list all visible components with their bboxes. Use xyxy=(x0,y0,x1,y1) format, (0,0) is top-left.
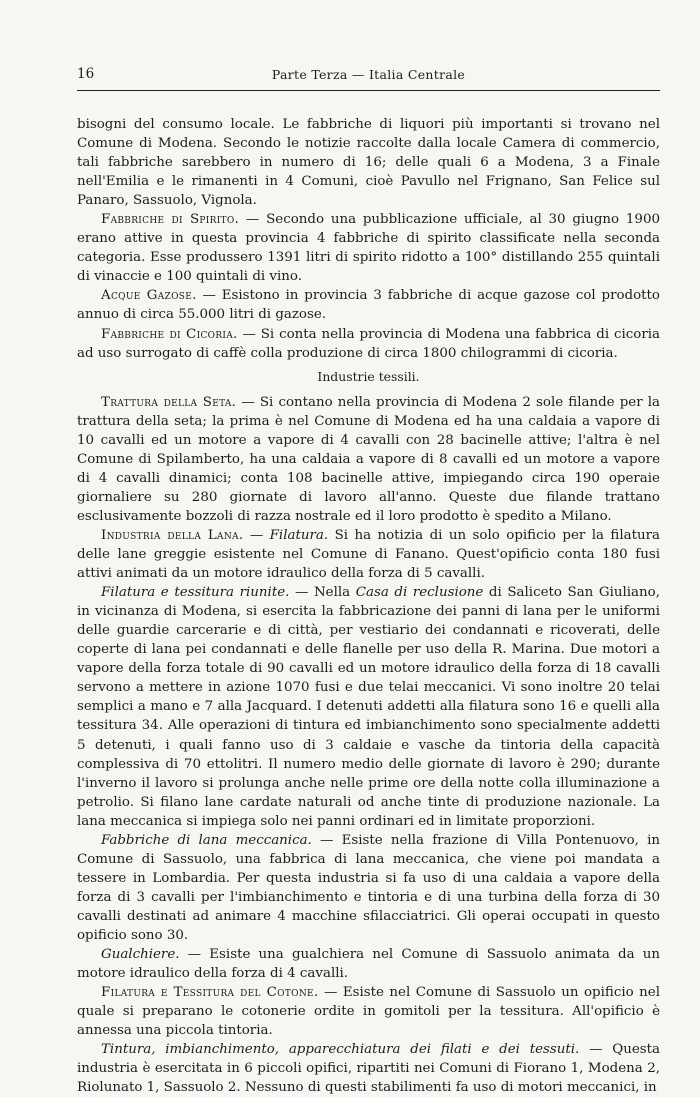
paragraph-text: — Secondo una pubblicazione ufficiale, al 30 giugno 1900 erano attive in questa provincia 4 fabbriche di spirito classificate nella seconda categoria. Esse produssero 1391 litri di spirito ridotto a 100° distillando 255 quintali di vinaccie e 100 quintali di vino. xyxy=(77,212,660,285)
paragraph-liquori xyxy=(77,115,660,210)
paragraph-text: — Nella xyxy=(289,585,356,601)
paragraph-subheading: Filatura e tessitura riunite. xyxy=(101,585,290,601)
paragraph-tintura xyxy=(77,1040,660,1097)
paragraph-heading: Trattura della Seta. xyxy=(101,394,237,410)
page-body xyxy=(77,115,660,1097)
paragraph-subheading: Gualchiere. xyxy=(101,947,180,963)
paragraph-text: — Esiste nel Comune di Sassuolo un opificio nel quale si preparano le cotonerie ordite in gomitoli per la tessitura. All'opificio è annessa una piccola tintoria. xyxy=(77,985,661,1039)
paragraph-heading: Fabbriche di Cicoria. xyxy=(101,326,238,342)
paragraph-gualchiere xyxy=(77,945,660,983)
paragraph-heading: Filatura e Tessitura del Cotone. xyxy=(101,985,319,1001)
paragraph-text: — Esiste una gualchiera nel Comune di Sassuolo animata da un motore idraulico della forza di 4 cavalli. xyxy=(77,947,660,982)
paragraph-text: — Esistono in provincia 3 fabbriche di acque gazose col prodotto annuo di circa 55.000 litri di gazose. xyxy=(77,288,660,323)
paragraph-emphasis: Casa di reclusione xyxy=(355,585,484,601)
paragraph-text: di Saliceto San Giuliano, in vicinanza di Modena, si esercita la fabbricazione dei panni di lana per le uniformi delle guardie carcerarie e di città, per vestiario dei condannati e ricoverati, delle coperte di lana pei condannati e delle flanelle per uso della R. Marina. Due motori a vapore della forza totale di 90 cavalli ed un motore idraulico della forza di 18 cavalli servono a mettere in azione 1070 fusi e due telai meccanici. Vi sono inoltre 20 telai semplici a mano e 7 alla Jacquard. I detenuti addetti alla filatura sono 16 e quelli alla tessitura 34. Alle operazioni di tintura ed imbianchimento sono specialmente addetti 5 detenuti, i quali fanno uso di 3 caldaie e vasche da tintoria della capacità complessiva di 70 ettolitri. Il numero medio delle giornate di lavoro è 290; durante l'inverno il lavoro si prolunga anche nelle prime ore della notte colla illuminazione a petrolio. Si filano lane cardate naturali od anche tinte di produzione nazionale. La lana meccanica si impiega solo nei panni ordinari ed in limitate proporzioni. xyxy=(77,585,660,829)
paragraph-heading: Acque Gazose. xyxy=(101,288,197,304)
paragraph-subheading: Fabbriche di lana meccanica. xyxy=(101,832,312,848)
paragraph-seta xyxy=(77,393,660,526)
paragraph-text: bisogni del consumo locale. Le fabbriche di liquori più importanti si trovano nel Comune di Modena. Secondo le notizie raccolte dalla locale Camera di commercio, tali fabbriche sarebbero in numero di 16; delle quali 6 a Modena, 3 a Finale nell'Emilia e le rimanenti in 4 Comuni, cioè Pavullo nel Frignano, San Felice sul Panaro, Sassuolo, Vignola. xyxy=(77,117,660,209)
running-title: Parte Terza — Italia Centrale xyxy=(271,67,466,82)
paragraph-lana: Industria della Lana. — Filatura. Si ha notizia di un solo opificio per la filatura delle lane greggie esistente nel Comune di Fanano. Quest'opificio conta 180 fusi attivi animati da un motore idraulico della forza di 5 cavalli. xyxy=(77,527,660,582)
paragraph-text: Si ha notizia di un solo opificio per la filatura delle lane greggie esistente nel Comune di Fanano. Quest'opificio conta 180 fusi attivi animati da un motore idraulico della forza di 5 cavalli. xyxy=(77,527,660,582)
paragraph-subheading: Tintura, imbianchimento, apparecchiatura dei filati e dei tessuti. xyxy=(101,1042,580,1058)
paragraph-text: — Esiste nella frazione di Villa Pontenuovo, in Comune di Sassuolo, una fabbrica di lana meccanica, che viene poi mandata a tessere in Lombardia. Per questa industria si fa uso di una caldaia a vapore della forza di 3 cavalli per l'imbianchimento e tintoria e di una turbina della forza di 30 cavalli destinati ad animare 4 macchine sfilacciatrici. Gli operai occupati in questo opificio sono 30. xyxy=(77,832,660,943)
section-title: Industrie tessili. xyxy=(317,368,420,384)
paragraph-spirito xyxy=(77,210,660,286)
paragraph-text: — Si contano nella provincia di Modena 2 sole filande per la trattura della seta; la prima è nel Comune di Modena ed ha una caldaia a vapore di 10 cavalli ed un motore a vapore di 4 cavalli con 28 bacinelle attive; l'altra è nel Comune di Spilamberto, ha una caldaia a vapore di 8 cavalli ed un motore a vapore di 4 cavalli dinamici; conta 108 bacinelle attive, impiegando circa 190 operaie giornaliere su 280 giornate di lavoro all'anno. Queste due filande trattano esclusivamente bozzoli di razza nostrale ed il loro prodotto è spedito a Milano. xyxy=(77,394,661,524)
paragraph-heading: Industria della Lana. xyxy=(101,527,244,543)
book-page xyxy=(77,66,660,1097)
paragraph-subheading: Filatura. xyxy=(269,527,329,543)
paragraph-heading: Fabbriche di Spirito. xyxy=(101,212,240,228)
page-header xyxy=(77,66,660,91)
paragraph-text: — Questa industria è esercitata in 6 piccoli opifici, ripartiti nei Comuni di Fiorano 1, Modena 2, Riolunato 1, Sassuolo 2. Nessuno di questi stabilimenti fa uso di motori meccanici, in xyxy=(77,1042,661,1096)
paragraph-text: — Si conta nella provincia di Modena una fabbrica di cicoria ad uso surrogato di caffè colla produzione di circa 1800 chilogrammi di cicoria. xyxy=(77,326,660,361)
paragraph-filatura-tessitura xyxy=(77,583,660,831)
page-number: 16 xyxy=(77,66,95,82)
paragraph-cotone xyxy=(77,983,660,1040)
paragraph-acque-gazose xyxy=(77,286,660,324)
paragraph-lana-meccanica xyxy=(77,831,660,945)
paragraph-cicoria xyxy=(77,325,660,363)
